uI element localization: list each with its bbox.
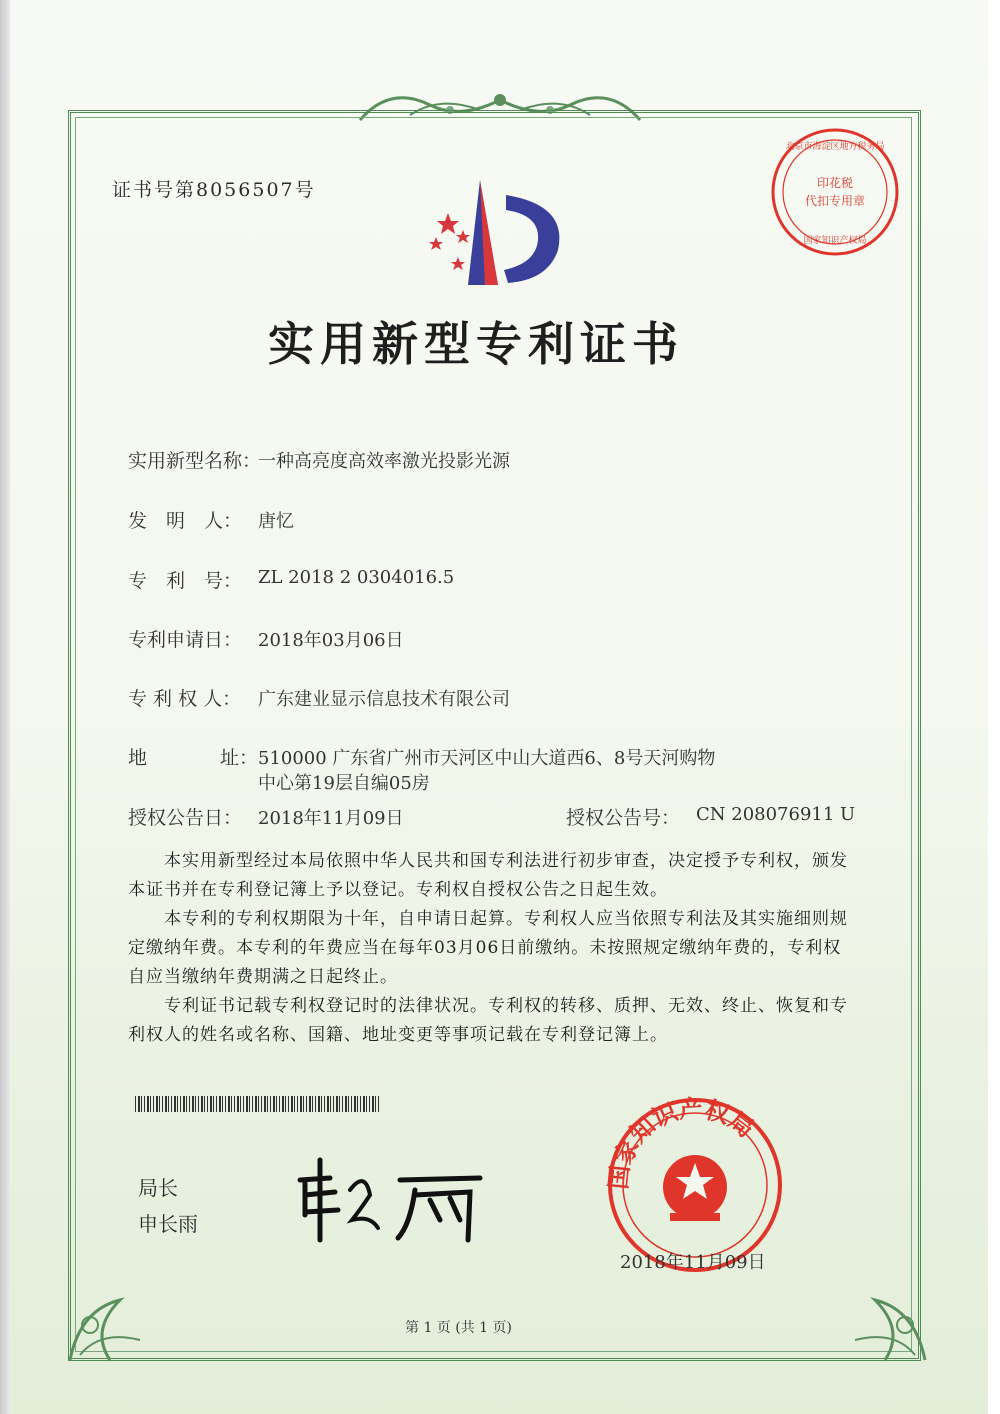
address-label-part1: 地: [128, 747, 148, 769]
svg-text:代扣专用章: 代扣专用章: [804, 194, 866, 208]
paragraph-2-line-1: 本专利的专利权期限为十年，自申请日起算。专利权人应当依照专利法及其实施细则规: [128, 909, 848, 929]
director-title: 局长: [138, 1176, 178, 1200]
barcode: [135, 1096, 380, 1112]
svg-text:北京市海淀区地方税务局: 北京市海淀区地方税务局: [785, 142, 885, 152]
certificate-number: 证书号第8056507号: [112, 179, 316, 201]
patentee-value: 广东建业显示信息技术有限公司: [258, 689, 510, 710]
handwritten-signature: [290, 1150, 520, 1250]
grant-date-value: 2018年11月09日: [258, 808, 404, 829]
inventor-label: 发 明 人：: [128, 510, 243, 532]
corner-ornament-left: [60, 1250, 180, 1370]
grant-number-label: 授权公告号：: [566, 807, 681, 829]
page-footer: 第 1 页 (共 1 页): [405, 1320, 512, 1336]
svg-text:国家知识产权局: 国家知识产权局: [803, 236, 867, 246]
filing-date-label: 专利申请日：: [128, 629, 243, 651]
grant-date-label: 授权公告日：: [128, 807, 243, 829]
name-value: 一种高亮度高效率激光投影光源: [258, 451, 510, 472]
seal-date: 2018年11月09日: [620, 1252, 766, 1273]
paragraph-2-line-3: 自应当缴纳年费期满之日起终止。: [128, 967, 398, 987]
certificate-title: 实用新型专利证书: [268, 317, 684, 371]
tax-stamp: [768, 125, 903, 260]
filing-date-value: 2018年03月06日: [258, 630, 404, 651]
inventor-value: 唐忆: [258, 511, 294, 532]
grant-number-value: CN 208076911 U: [696, 804, 856, 825]
patent-number-label: 专 利 号：: [128, 570, 243, 592]
paragraph-3-line-2: 利权人的姓名或名称、国籍、地址变更等事项记载在专利登记簿上。: [128, 1025, 668, 1045]
patent-number-value: ZL 2018 2 0304016.5: [258, 567, 455, 588]
paragraph-3-line-1: 专利证书记载专利权登记时的法律状况。专利权的转移、质押、无效、终止、恢复和专: [128, 996, 848, 1016]
name-label: 实用新型名称：: [128, 450, 262, 472]
address-label-part2: 址：: [220, 747, 259, 769]
address-line-2: 中心第19层自编05房: [258, 773, 430, 794]
patentee-label: 专 利 权 人：: [128, 688, 242, 710]
svg-text:国家知识产权局: 国家知识产权局: [603, 1095, 760, 1191]
svg-text:印花税: 印花税: [816, 176, 854, 190]
corner-ornament-right: [815, 1250, 935, 1370]
paragraph-2-line-2: 定缴纳年费。本专利的年费应当在每年03月06日前缴纳。未按照规定缴纳年费的，专利权: [128, 938, 842, 958]
sipo-logo: [418, 175, 578, 290]
paragraph-1-line-1: 本实用新型经过本局依照中华人民共和国专利法进行初步审查，决定授予专利权，颁发: [128, 851, 848, 871]
director-name: 申长雨: [138, 1212, 198, 1236]
address-line-1: 510000 广东省广州市天河区中山大道西6、8号天河购物: [258, 748, 716, 769]
paragraph-1-line-2: 本证书并在专利登记簿上予以登记。专利权自授权公告之日起生效。: [128, 880, 668, 900]
